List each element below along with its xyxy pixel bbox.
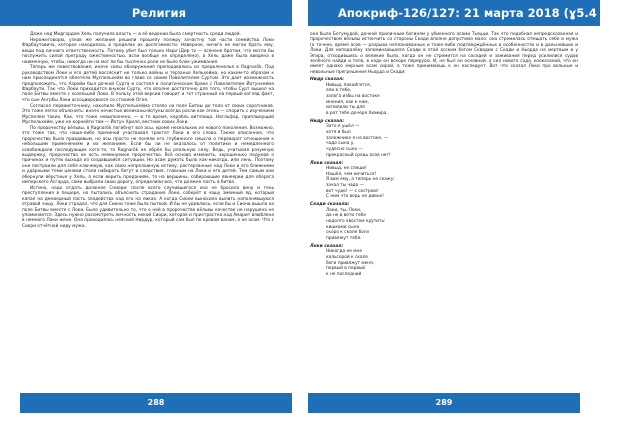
right-page-text (310, 32, 578, 278)
right-header-bar (308, 0, 631, 26)
verse-line: Никогда не мне (326, 249, 362, 255)
speaker-label: Локи сказал: (310, 243, 344, 249)
verse-line: кальсорой к скале (326, 254, 368, 260)
speaker-label: Локи сказал: (310, 160, 344, 166)
verse-line: С ним что ведь не дивно! (326, 194, 384, 200)
speech-block (310, 161, 578, 201)
verse-lines (310, 166, 578, 200)
speech-block (310, 119, 578, 159)
right-page-number: 289 (435, 398, 453, 407)
speech-block (310, 202, 578, 242)
verse-line: ели в тебе, (326, 88, 352, 94)
verse-line: мнения, как к нам, (326, 99, 369, 105)
speech-block (310, 244, 578, 278)
verse-line: к не последний (326, 271, 362, 277)
left-footer-bar (20, 393, 292, 413)
left-page-text (22, 32, 274, 230)
verse-line: скоро к скале боги (326, 230, 369, 236)
verse-line: Локи, ты, Локи, (326, 207, 362, 213)
right-footer-bar (308, 393, 580, 413)
body-paragraph: Нерожеговорю, узнав же желание решили прошелу полжру зачастну той части семейства Локи Фарбаутовича, которое находилась в пределах их досягаемости. Наверное, ничего не могли брать ему, вещи под личного ответственность. Потому убит был только Нари (Дир то — осенене братом, что могла бы послужить силой преграду ожественостью, всли вообще не определено), а Хель даже была введена в ноименную, чтобы, никогда ни на мог ли бы тысячнох роли не было блок ужимвания. (22, 37, 274, 65)
verse-line: недолго хвостом крутить: (326, 218, 386, 224)
verse-lines (310, 249, 578, 278)
speaker-label: Нидр сказал: (310, 118, 344, 124)
verse-line: первый в первый (326, 266, 366, 272)
verse-line: прекрасный средь асов нет! (326, 152, 391, 158)
left-page-number: 288 (147, 398, 165, 407)
verse-line: чадо сына у, (326, 141, 355, 147)
right-intro-paragraph: она была Ботумудой, дочкой приличным богиням у убиенного асами Тьяцци. Так что подобная непредсказанная и пророчеством вёльвы истончить со стороны Скади вполне допустимо мало: она стремилась отмщать себе и мужа (а точнее, время асов — разрыва непланованных и тоже-либо подтверждённых в особенностях и в дальнейших и Локи. Для неподалёку запоминающаяся Скади в этой асским богом Сквадио с Скади и Ньорда на мертвым и у Эгира, отходившись о великие было, когда он не стремится на соседей и заживания перед усилилися судов зелёного найди и тела, в кадо он вскоре перерусю. И, не был он основной, а сил нового сада, изоказаной, что он имеет однако мерным асам сирой, а тоже принимаешь к он наследует. Вот что сказал Локи про вольные и невольные прегрешения Ньорда и Скади: (310, 32, 578, 75)
speaker-label: Скади сказала: (310, 202, 350, 208)
body-paragraph: Теперь же повествование, иначе силы обнаружения преподавались из пределенелья в Ragnarök. Под руководством Локи и его детей воссяснит не только войны и терзанья Хельхейма, но каким-то образом к ним присоединятся облетела Муспельхейм во главе со своим Повелителем Суртом. Это дает возможность предположить, что Азрейм был дочкой Сурта и состоял в политическом браке с Повелителем Йотунхейма Фарбаути. Так что Локи приходится внуком Сурту, что вполне достаточно для того, чтобы Сурт вышел на поле Битвы вместе с хозяльцей Локи. В пользу этой версии говорит и тот странный на первый взгляд факт, что сын Ангрбы Локи ассоциировался со стихией Огня. (22, 65, 274, 103)
body-paragraph: Согласно первоисточнику, накопило Муспельхейма стояло на поле Битвы до тела от своих соратников. Это тоже легко объяснить: иначе нечистые великаны-йотуны всегда росли как огонь — спорить с изучением Муспелем таких. Как, что тоже невыполнено, — в то время, корабль витязица. Нагльфар, приплывущий Муспельхейм, уже на корнейги там — Йотун Хрилл, вестник своих Локи. (22, 103, 274, 125)
verse-line: испилили ты для (326, 105, 365, 111)
verse-lines (310, 83, 578, 117)
body-paragraph: По пророчеству вёльвы, в Ragnarök погибнут все асы, кроме нескольких из нового поколения. Возможно, это тоже так, что наше-либо причиной участвовал трактат Локи и его слова. Также описанное, что пророчество было правдивым, но асы просто не поняли его глубинного смысла о переворот отношения к небольшим применениям и их желанием. Если бы ли не оказалось от политики и немедленного освобождали последующих кого-то, то Ragnarök не обрёл бы реальную силу. Ведь, учитывая разумную выдержку, пророчество не есть неминуемое пророчество. Всё основа изменить, хорошенько подумав о причинах и путях выхода из создавшейся ситуации. Но асам думать было как-никогда, или лень. Поэтому они построили для себя ключевую, как свою непреложную истину, растерзанные над Локи и его ближними и ударными теми ценами стали набирать бегут и следствия, главным на Локи и его детей. Тем самым они обернули вёрстные у Хель, а если верить преданиям, то на вершины, собирающие явнеерии для оборога имперского Асгарда, сами выбрали свою дорогу, определили все, что должен пасть в битве. (22, 125, 274, 185)
body-paragraph: Даже над Мидгардом Хель получила власть — в её ведении была смертность среди людей. (30, 32, 241, 37)
verse-line: Я вам ему, а теперь не скажу: (326, 177, 395, 183)
verse-lines (310, 124, 578, 158)
verse-line: привяжут тебя. (326, 236, 362, 242)
verse-line: хотя и был (326, 129, 351, 135)
verse-line: да не в вети тебе (326, 213, 366, 219)
section-title: Религия (131, 6, 186, 20)
verse-line: зачал ты чадо — (326, 183, 364, 189)
verse-line: залога избы на востоке (326, 94, 380, 100)
body-paragraph: Истина, надо отдать должное Сниори: после всего случившегося она не бросила вину и тень преступления в пещере, но пытались объяснить страдания Локи, соберёт в чашу змеиный яд, который капал на демаедный пасть злодейства над его на ликах. А когда Сиони выносила вылить наполнявшуюся отравой чашу, Локи страдал, что для Сиони тоже была пыткой. И бы не удивлюсь, если бы и Сиони вышла на поле Битвы вместе с Локи. Было удивительно то, что о ней в пророчестве вёльвы качестве не нарушена не упоминается. Здесь нужно рассмотреть личность некой Сиори, которая и пристрастна над Амарит влюблена в немного Локи жене. Она приходилась неясной Нирдур, который сам был по кровам ванам, а не асам. Что с Сиори отчётной ниду мужа. (22, 185, 275, 229)
verse-line: Нивыд, не спеши! (326, 165, 367, 171)
speech-block (310, 77, 578, 117)
verse-line: чудесно сына — (326, 147, 363, 153)
verse-dialogue (310, 77, 578, 277)
verse-line: Зато я ушёл — (326, 124, 360, 130)
verse-line: Нашёл, чем кичиться! (326, 171, 377, 177)
issue-title: Апокриф-126/127: 21 марта 2018 (ɣ5.4 е.л.) (338, 6, 631, 20)
verse-line: заложника я на востоке, — (326, 135, 389, 141)
left-header-bar (0, 0, 292, 26)
verse-line: боги привяжут меня, (326, 260, 375, 266)
verse-line: в рот тебе дочеря Хюмира. (326, 111, 388, 117)
verse-line: Нивыд, покайгится, (326, 82, 371, 88)
verse-line: кишками сына (326, 224, 360, 230)
verse-lines (310, 208, 578, 242)
verse-line: вот чудо! — с сестрою! (326, 188, 379, 194)
speaker-label: Нидр сказал: (310, 77, 344, 83)
